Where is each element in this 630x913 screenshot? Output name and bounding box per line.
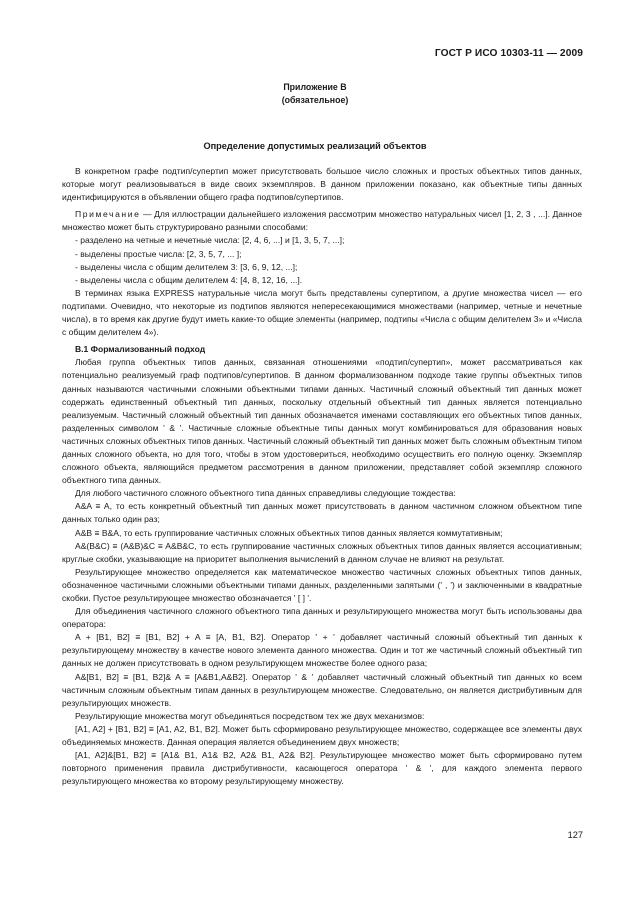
- operators-intro: Для объединения частичного сложного объектного типа данных и результирующего множества могут быть использованы два оператора:: [62, 606, 582, 630]
- result-set-definition: Результирующее множество определяется как математическое множество частичных сложных объектных типов данных, обозначенное частичными сложными объектными типами данных, разделенными запятыми (' , ') и заключенными в квадратные скобки. Пустое результирующее множество обозначается ' [ ] '.: [62, 566, 582, 603]
- note-label: Примечание: [75, 209, 141, 220]
- document-body: [62, 165, 582, 788]
- subsection-title: В.1 Формализованный подход: [75, 344, 206, 355]
- note-paragraph: [62, 208, 582, 234]
- intro-paragraph: В конкретном графе подтип/супертип может присутствовать большое число сложных и простых объектных типов данных, которые могут реализовываться в виде своих экземпляров. В данном приложении показано, как объектные типы данных идентифицируются в объявлении общего графа подтипов/супертипов.: [62, 166, 582, 203]
- identity-idempotent: A&A ≡ A, то есть конкретный объектный тип данных может присутствовать в данном частичном сложном объектном типе данных только один раз;: [62, 501, 582, 525]
- annex-heading: [0, 81, 630, 107]
- result-set-distributive: [A1, A2]&[B1, B2] ≡ [A1& B1, A1& B2, A2& B1, A2& B2]. Результирующее множество может быть сформировано путем повторного применения правила дистрибутивности, касающегося оператора ' & ', для каждого элемента первого результирующего множества ко второму результирующему множеству.: [62, 750, 582, 787]
- express-paragraph: В терминах языка EXPRESS натуральные числа могут быть представлены супертипом, а другие множества чисел — его подтипами. Очевидно, что некоторые из подтипов являются непересекающимися множествами (например, четные и нечетные числа), в то время как другие будут иметь какие-то общие элементы (например, подтипы «Числа с общим делителем 3» и «Числа с общим делителем 4»).: [62, 287, 582, 338]
- formal-paragraph-1: Любая группа объектных типов данных, связанная отношениями «подтип/супертип», может рассматриваться как потенциально реализуемый граф подтипов/супертипов. В данном формализованном подходе такие группы объектных типов данных называются частичными сложными объектными типами данных. Частичный сложный объектный тип данных может содержать единственный объектный тип данных, поскольку отдельный объектный тип данных является потенциально реализуемым. Частичный сложный объектный тип данных обозначается именами составляющих его объектных типов данных, разделенных символом ' & '. Частичные сложные объектные типы данных могут комбинироваться для образования новых частичных сложных объектных типов данных. Частичный сложный объектный тип данных может быть сложным объектным типом данных сложного объекта, но для того, чтобы в этом удостовериться, необходимо осуществить его полную оценку. Экземпляр сложного объекта, являющийся предметом рассмотрения в данном приложении, представляет собой экземпляр сложного объектного типа данных.: [62, 357, 582, 486]
- note-list-item: - выделены числа с общим делителем 4: [4, 8, 12, 16, ...].: [75, 274, 303, 285]
- result-set-union: [A1, A2] + [B1, B2] ≡ [A1, A2, B1, B2]. Может быть сформировано результирующее множество, содержащее все элементы двух объединяемых множеств. Данная операция является объединением двух множеств;: [62, 723, 582, 748]
- operator-plus: A + [B1, B2] ≡ [B1, B2] + A ≡ [A, B1, B2]. Оператор ' + ' добавляет частичный сложный объектный тип данных к результирующему множеству в качестве нового элемента данного множества. Один и тот же частичный сложный объектный тип данных не должен присутствовать в одном результирующем множестве более одного раза;: [62, 632, 582, 669]
- operator-and: A&[B1, B2] ≡ [B1, B2]& A ≡ [A&B1,A&B2]. Оператор ' & ' добавляет частичный сложный объектный тип данных ко всем частичным сложным объектным типам данных в результирующем множестве. Следовательно, он является дистрибутивным для результирующих множеств.: [62, 671, 582, 708]
- note-list: [62, 234, 582, 286]
- formal-paragraph-2: Для любого частичного сложного объектного типа данных справедливы следующие тождества:: [75, 488, 456, 499]
- note-list-item: - разделено на четные и нечетные числа: [2, 4, 6, ...] и [1, 3, 5, 7, ...];: [75, 235, 345, 246]
- note-text: — Для иллюстрации дальнейшего изложения рассмотрим множество натуральных чисел [1, 2, 3 , ...]. Данное множество может быть структурировано разными способами:: [62, 209, 582, 233]
- note-list-item: - выделены простые числа: [2, 3, 5, 7, ... ];: [75, 248, 242, 259]
- page-number: 127: [567, 830, 583, 840]
- section-title: Определение допустимых реализаций объектов: [203, 141, 427, 151]
- identity-commutative: A&B ≡ B&A, то есть группирование частичных сложных объектных типов данных является коммутативным;: [75, 527, 503, 538]
- result-set-merge-intro: Результирующие множества могут объединяться посредством тех же двух механизмов:: [75, 710, 425, 721]
- annex-title: Приложение В: [283, 82, 347, 92]
- identity-associative: A&(B&C) ≡ (A&B)&C ≡ A&B&C, то есть группирование частичных сложных объектных типов данных является ассоциативным; круглые скобки, указывающие на приоритет выполнения вычислений в данном случае не влияют на результат.: [62, 540, 582, 564]
- annex-status: (обязательное): [281, 95, 349, 105]
- standard-code-header: ГОСТ Р ИСО 10303-11 — 2009: [434, 48, 583, 59]
- note-list-item: - выделены числа с общим делителем 3: [3, 6, 9, 12, ...];: [75, 261, 298, 272]
